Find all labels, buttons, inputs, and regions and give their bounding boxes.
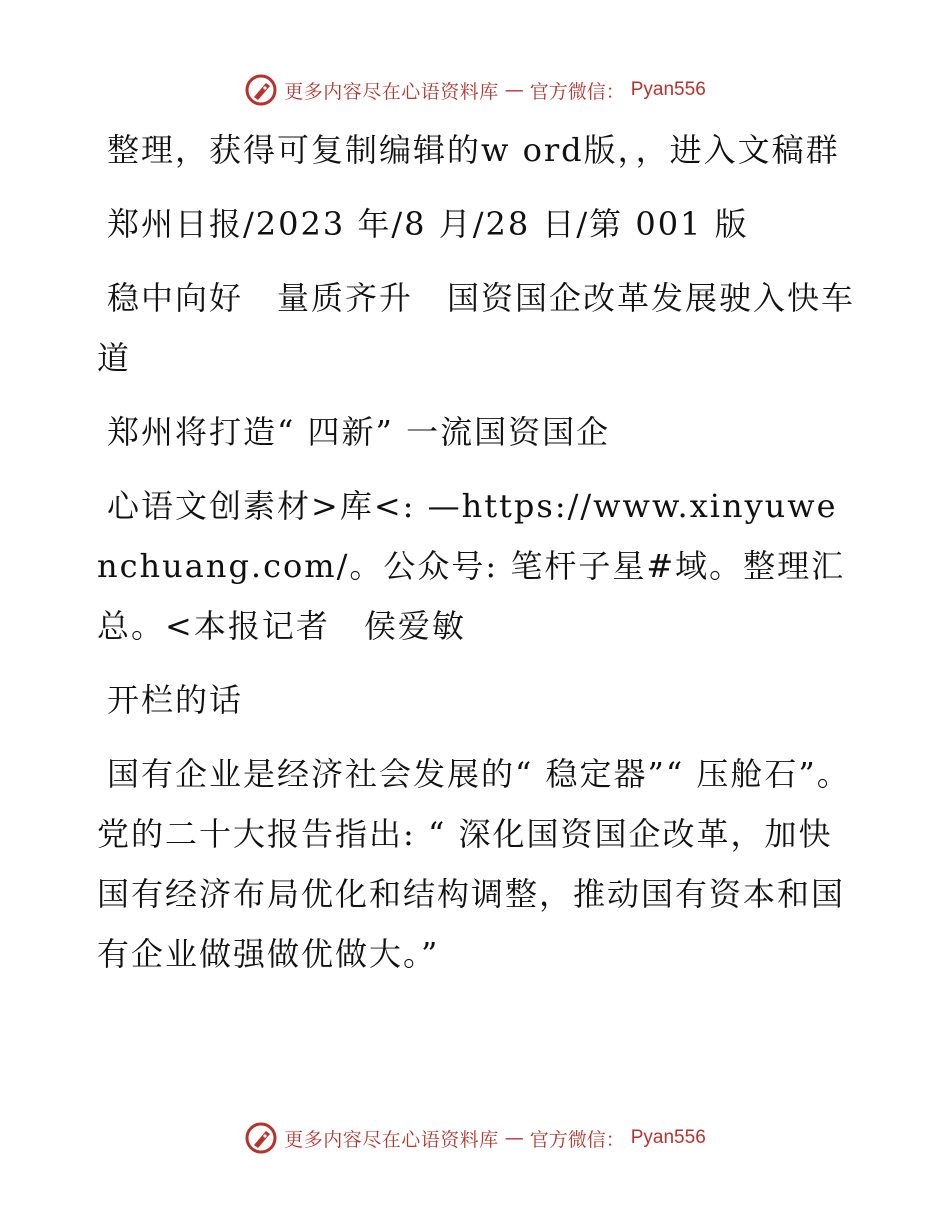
pen-nib-logo-icon bbox=[244, 1121, 278, 1155]
paragraph-subheadline: 郑州将打造“ 四新” 一流国资国企 bbox=[107, 413, 611, 451]
document-body bbox=[97, 120, 857, 998]
banner-wechat-label: 官方微信： bbox=[529, 1128, 625, 1151]
paragraph-column-title: 开栏的话 bbox=[107, 681, 244, 719]
banner-wechat-label: 官方微信： bbox=[529, 80, 625, 103]
banner-wechat-id: Pyan556 bbox=[630, 1127, 706, 1148]
paragraph-source: 郑州日报/2023 年/8 月/28 日/第 001 版 bbox=[107, 205, 749, 243]
banner-slogan: 更多内容尽在心语资料库 bbox=[284, 1128, 499, 1151]
header-banner bbox=[0, 70, 950, 110]
footer-banner bbox=[0, 1118, 950, 1158]
paragraph-body: 国有企业是经济社会发展的“ 稳定器”“ 压舱石”。党的二十大报告指出: “ 深化国资国企改革，加快国有经济布局优化和结构调整，推动国有资本和国有企业做强做优做大。” bbox=[97, 755, 851, 973]
banner-dash: — bbox=[504, 79, 524, 101]
banner-dash: — bbox=[504, 1127, 524, 1149]
banner-slogan: 更多内容尽在心语资料库 bbox=[284, 80, 499, 103]
pen-nib-logo-icon bbox=[244, 73, 278, 107]
banner-wechat-id: Pyan556 bbox=[630, 79, 706, 100]
paragraph-byline: 心语文创素材>库<: —https://www.xinyuwenchuang.com/。公众号: 笔杆子星#域。整理汇总。<本报记者 侯爱敏 bbox=[97, 487, 846, 645]
paragraph-intro: 整理，获得可复制编辑的w ord版，，进入文稿群 bbox=[107, 131, 840, 169]
paragraph-headline: 稳中向好 量质齐升 国资国企改革发展驶入快车道 bbox=[97, 279, 856, 377]
